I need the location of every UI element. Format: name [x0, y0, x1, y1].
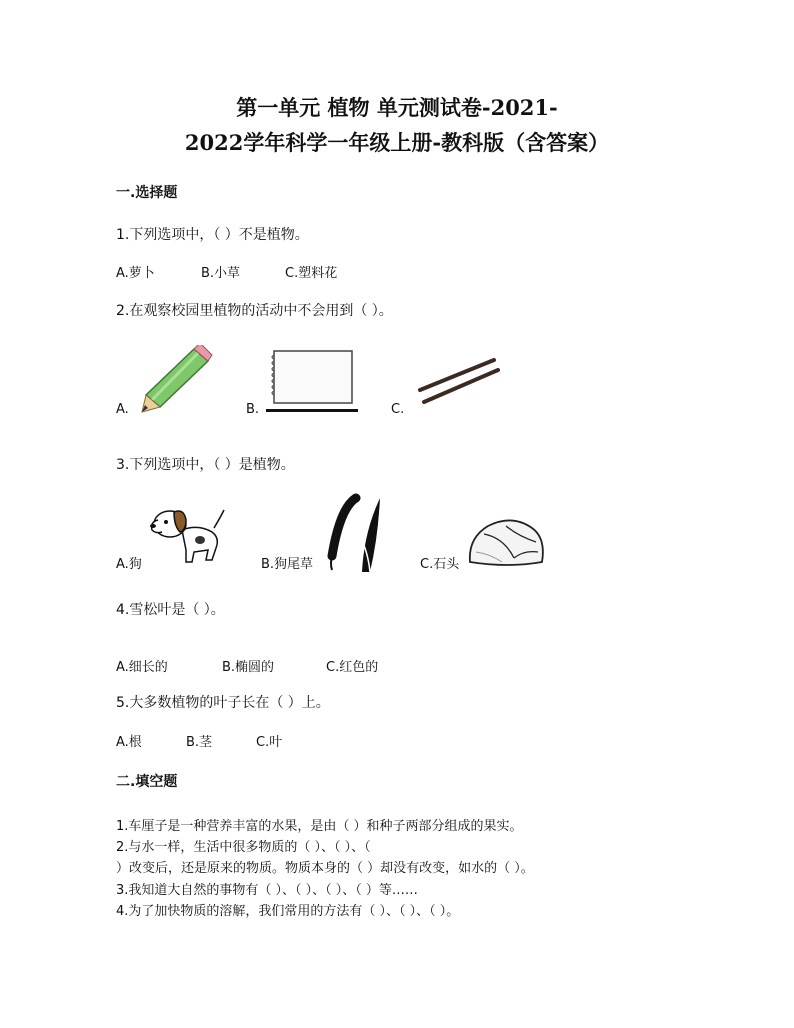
question-4: 4.雪松叶是（ ）。: [116, 602, 225, 618]
q1-option-b: B.小草: [201, 266, 241, 281]
rock-icon: [466, 516, 546, 568]
fill-question-4: 4.为了加快物质的溶解，我们常用的方法有（ ）、（ ）、（ ）。: [116, 904, 460, 919]
q1-option-a: A.萝卜: [116, 266, 155, 281]
pencil-icon: [138, 345, 214, 413]
q5-option-c: C.叶: [256, 735, 283, 750]
question-5: 5.大多数植物的叶子长在（ ）上。: [116, 695, 330, 711]
chopsticks-icon: [414, 352, 500, 408]
page-title-line-1: 第一单元 植物 单元测试卷-2021-: [236, 95, 558, 120]
q4-option-b: B.椭圆的: [222, 660, 275, 675]
fill-question-1: 1.车厘子是一种营养丰富的水果，是由（ ）和种子两部分组成的果实。: [116, 819, 523, 834]
notebook-icon: [266, 347, 360, 415]
q5-option-b: B.茎: [186, 735, 213, 750]
fill-question-2-line-2: ）改变后，还是原来的物质。物质本身的（ ）却没有改变，如水的（ ）。: [116, 861, 534, 876]
q3-option-a: A.狗: [116, 557, 142, 572]
fill-question-2-line-1: 2.与水一样，生活中很多物质的（ ）、（ ）、（: [116, 840, 371, 855]
q2-option-b: B.: [246, 402, 260, 417]
q3-option-c: C.石头: [420, 557, 460, 572]
q2-option-c: C.: [391, 402, 405, 417]
dog-icon: [148, 500, 228, 564]
fill-question-3: 3.我知道大自然的事物有（ ）、（ ）、（ ）、（ ）等……: [116, 883, 418, 898]
question-2: 2.在观察校园里植物的活动中不会用到（ ）。: [116, 303, 393, 319]
section-choice-heading: 一.选择题: [116, 185, 178, 201]
q4-option-c: C.红色的: [326, 660, 379, 675]
q2-option-a: A.: [116, 402, 129, 417]
question-1: 1.下列选项中，（ ）不是植物。: [116, 227, 309, 243]
foxtail-grass-icon: [322, 490, 386, 572]
q5-option-a: A.根: [116, 735, 142, 750]
q4-option-a: A.细长的: [116, 660, 168, 675]
page-title-line-2: 2022学年科学一年级上册-教科版（含答案）: [184, 130, 610, 155]
question-3: 3.下列选项中，（ ）是植物。: [116, 457, 295, 473]
q3-option-b: B.狗尾草: [261, 557, 314, 572]
section-fill-heading: 二.填空题: [116, 774, 178, 790]
q1-option-c: C.塑料花: [285, 266, 338, 281]
